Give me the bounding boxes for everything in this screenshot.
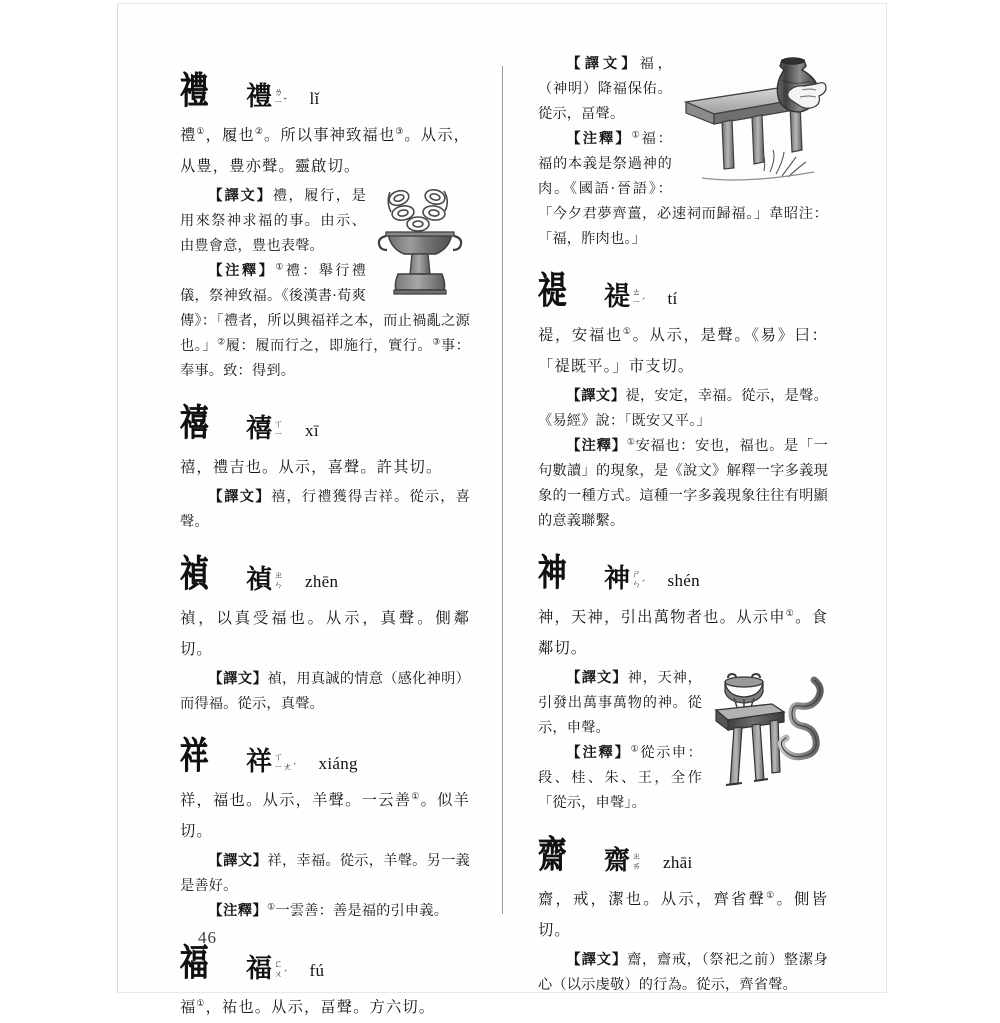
translation-tag: 【譯文】 — [208, 853, 268, 869]
translation-note — [538, 384, 828, 434]
classic-definition: 福①，祐也。从示，畐聲。方六切。 — [180, 998, 436, 1016]
seal-script-glyph: 禎 — [180, 552, 209, 596]
zhuyin-line-2: ㄣˊ — [632, 579, 646, 590]
column-divider — [502, 66, 503, 914]
pinyin-reading: shén — [667, 571, 700, 590]
pinyin-reading: tí — [667, 289, 678, 308]
annotation-text: ①安福也：安也，福也。是「一句數讀」的現象，是《說文》解釋一字多義現象的一種方式。這種一字多義現象往往有明顯的意義聯繫。 — [538, 437, 828, 529]
dictionary-page-sheet — [118, 4, 886, 1016]
entry-header — [180, 66, 470, 113]
seal-script-glyph: 禔 — [538, 269, 567, 313]
kaishu-headword: 祥 — [246, 747, 273, 777]
seal-script-glyph: 祥 — [180, 734, 209, 778]
zhuyin-line-1: ㄈ — [274, 960, 284, 970]
zhuyin-annotation — [632, 289, 646, 308]
entry-header — [180, 938, 470, 985]
footnote-marker: ① — [411, 791, 421, 802]
footnote-marker: ① — [196, 998, 206, 1009]
translation-tag: 【譯文】 — [566, 56, 640, 72]
translation-text: 福，（神明）降福保佑。從示，畐聲。 — [538, 56, 672, 122]
zhuyin-annotation — [274, 754, 297, 773]
classic-definition: 禧，禮吉也。从示，喜聲。許其切。 — [180, 458, 443, 476]
kaishu-headword: 神 — [604, 564, 631, 594]
kaishu-headword: 禎 — [246, 565, 273, 595]
translation-tag: 【譯文】 — [566, 670, 628, 686]
annotation-tag: 【注釋】 — [208, 263, 276, 279]
classic-definition: 神，天神，引出萬物者也。从示申①。食鄰切。 — [538, 608, 828, 657]
seal-script-glyph: 神 — [538, 551, 567, 595]
zhuyin-line-2: ㄧˇ — [274, 97, 288, 108]
translation-text: 禧，行禮獲得吉祥。從示，喜聲。 — [180, 489, 470, 530]
seal-script-glyph: 福 — [180, 941, 209, 985]
zhuyin-line-1: ㄌ — [274, 88, 284, 98]
footnote-marker: ① — [275, 262, 286, 273]
translation-tag: 【譯文】 — [208, 671, 268, 687]
kaishu-headword: 禮 — [246, 82, 273, 112]
entry-shen[interactable] — [538, 548, 828, 816]
classic-definition: 齋，戒，潔也。从示，齊省聲①。側皆切。 — [538, 890, 828, 939]
footnote-marker: ① — [766, 890, 777, 901]
entry-ti[interactable] — [538, 266, 828, 534]
zhuyin-line-2: ㄣ — [274, 580, 284, 591]
entry-header — [180, 398, 470, 445]
pinyin-reading: xī — [305, 421, 319, 440]
right-column — [538, 52, 828, 993]
zhuyin-line-1: ㄒ — [274, 753, 284, 763]
zhuyin-line-2: ㄞ — [632, 861, 642, 872]
zhuyin-line-1: ㄓ — [274, 571, 284, 581]
translation-text: 神，天神，引發出萬事萬物的神。從示，申聲。 — [538, 670, 702, 736]
zhuyin-annotation — [274, 421, 283, 440]
zhuyin-annotation — [632, 571, 646, 590]
ritual-vessel-li-illustration — [372, 186, 470, 298]
footnote-marker: ① — [267, 902, 276, 913]
entry-header — [180, 549, 470, 596]
annotation-note — [180, 899, 470, 924]
classic-definition: 禮①，履也②。所以事神致福也③。从示，从豊，豊亦聲。靈啟切。 — [180, 126, 471, 175]
annotation-text: ①從示申：段、桂、朱、王，全作「從示，申聲」。 — [538, 744, 702, 811]
entry-header — [538, 548, 828, 595]
entry-xiang[interactable] — [180, 731, 470, 924]
annotation-tag: 【注釋】 — [208, 903, 268, 919]
translation-note — [180, 849, 470, 899]
bronze-ritual-stand-and-hook-illustration — [708, 668, 828, 796]
translation-text: 禮，履行，是用來祭神求福的事。由示、由豊會意，豊也表聲。 — [180, 188, 366, 254]
entry-zhai[interactable] — [538, 830, 828, 998]
entry-li[interactable] — [180, 66, 470, 384]
pinyin-reading: zhāi — [663, 853, 693, 872]
footnote-marker: ③ — [432, 337, 441, 348]
seal-script-glyph: 禮 — [180, 69, 209, 113]
translation-text: 禎，用真誠的情意（感化神明）而得福。從示，真聲。 — [180, 671, 470, 712]
zhuyin-line-2: ㄨˊ — [274, 969, 288, 980]
footnote-marker: ② — [217, 337, 226, 348]
footnote-marker: ① — [626, 437, 636, 448]
zhuyin-line-1: ㄓ — [632, 852, 642, 862]
footnote-marker: ① — [630, 744, 641, 755]
entry-header — [538, 830, 828, 877]
entry-zhen[interactable] — [180, 549, 470, 717]
footnote-marker: ① — [622, 326, 633, 337]
zhuyin-annotation — [632, 853, 641, 872]
zhuyin-line-1: ㄊ — [632, 288, 642, 298]
kaishu-headword: 福 — [246, 954, 273, 984]
footnote-marker: ① — [785, 608, 796, 619]
translation-tag: 【譯文】 — [566, 388, 626, 404]
translation-text: 齋，齋戒，（祭祀之前）整潔身心（以示虔敬）的行為。從示，齊省聲。 — [538, 952, 828, 993]
annotation-tag: 【注釋】 — [566, 745, 631, 761]
entry-fu[interactable] — [180, 938, 470, 1023]
annotation-note — [538, 434, 828, 534]
classic-definition: 禎，以真受福也。从示，真聲。側鄰切。 — [180, 609, 470, 658]
translation-note — [180, 485, 470, 535]
kaishu-headword: 禧 — [246, 414, 273, 444]
translation-note — [180, 667, 470, 717]
zhuyin-line-2: ㄧㄤˊ — [274, 762, 297, 773]
hand-offering-vessel-on-altar-illustration — [678, 50, 828, 190]
zhuyin-line-1: ㄒ — [274, 420, 284, 430]
annotation-tag: 【注釋】 — [566, 131, 632, 147]
kaishu-headword: 齋 — [604, 846, 631, 876]
entry-xi[interactable] — [180, 398, 470, 535]
zhuyin-annotation — [274, 572, 283, 591]
classic-definition: 祥，福也。从示，羊聲。一云善①。似羊切。 — [180, 791, 470, 840]
translation-tag: 【譯文】 — [208, 188, 273, 204]
annotation-tag: 【注釋】 — [566, 438, 627, 454]
entry-header — [180, 731, 470, 778]
zhuyin-annotation — [274, 961, 288, 980]
page-number: 46 — [198, 928, 217, 947]
translation-text: 禔，安定，幸福。從示，是聲。《易經》說：「既安又平。」 — [538, 388, 828, 429]
footnote-marker: ① — [631, 130, 642, 141]
annotation-text: ①禮：舉行禮儀，祭神致福。《後漢書·荀爽傳》：「禮者，所以興福祥之本，而止禍亂之源也。」②履：履而行之，即施行，實行。③事：奉事。致：得到。 — [180, 262, 470, 379]
seal-script-glyph: 禧 — [180, 401, 209, 445]
translation-text: 祥，幸福。從示，羊聲。另一義是善好。 — [180, 853, 470, 894]
entry-fu-continued[interactable] — [538, 52, 828, 252]
kaishu-headword: 禔 — [604, 282, 631, 312]
pinyin-reading: fú — [309, 961, 325, 980]
annotation-text: ①一雲善：善是福的引申義。 — [267, 902, 449, 919]
translation-note — [538, 948, 828, 998]
classic-definition: 禔，安福也①。从示，是聲。《易》曰：「禔既平。」市支切。 — [538, 326, 828, 375]
footnote-marker: ② — [254, 126, 264, 137]
translation-tag: 【譯文】 — [566, 952, 628, 968]
pinyin-reading: zhēn — [305, 572, 339, 591]
translation-tag: 【譯文】 — [208, 489, 272, 505]
annotation-text: ①福：福的本義是祭過神的肉。《國語·晉語》：「今夕君夢齊薑，必速祠而歸福。」韋昭注：「福，胙肉也。」 — [538, 130, 828, 247]
pinyin-reading: xiáng — [318, 754, 358, 773]
pinyin-reading: lǐ — [309, 89, 320, 108]
seal-script-glyph: 齋 — [538, 833, 567, 877]
zhuyin-line-1: ㄕ — [632, 570, 642, 580]
footnote-marker: ① — [196, 126, 206, 137]
zhuyin-annotation — [274, 89, 288, 108]
zhuyin-line-2: ㄧˊ — [632, 297, 646, 308]
zhuyin-line-2: ㄧ — [274, 429, 284, 440]
footnote-marker: ③ — [395, 126, 405, 137]
entry-header — [538, 266, 828, 313]
